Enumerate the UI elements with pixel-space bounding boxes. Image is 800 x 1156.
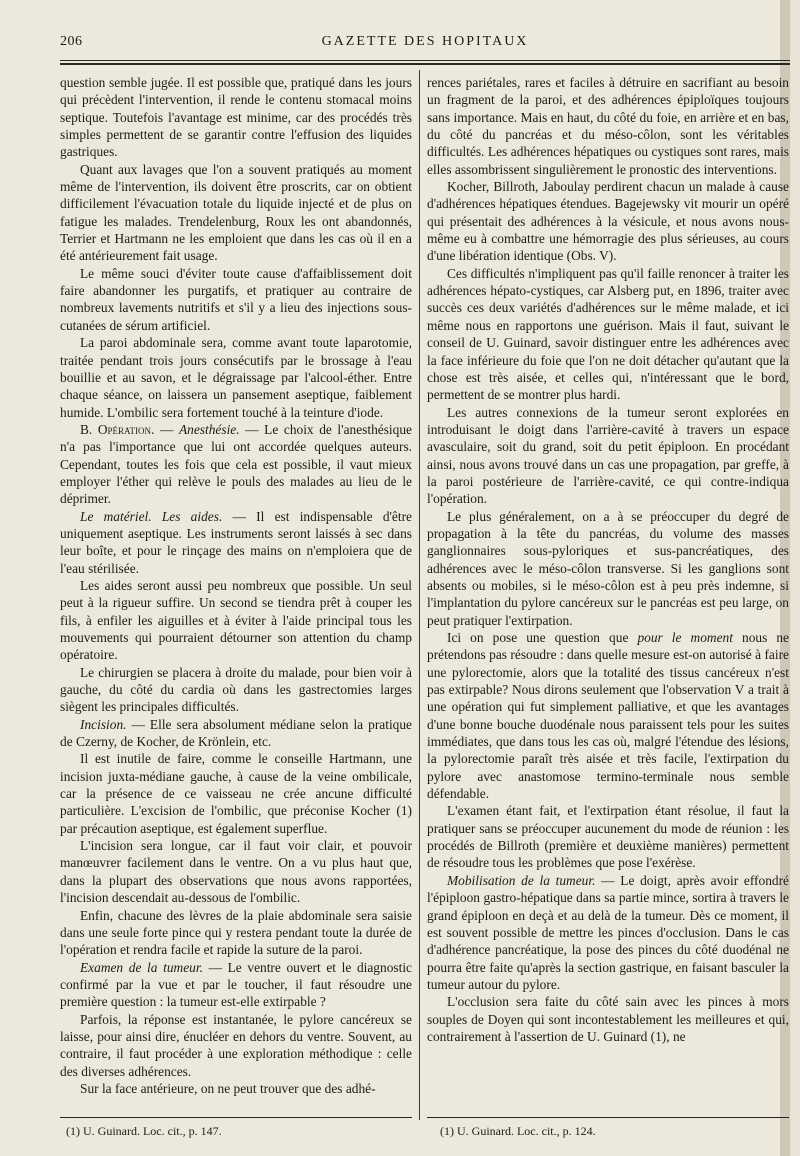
- paragraph: Enfin, chacune des lèvres de la plaie abdominale sera saisie dans une seule forte pince qui y restera pendant toute la durée de l'opération et rendra facile et rapide la suture de la paroi.: [60, 907, 412, 958]
- paragraph: Parfois, la réponse est instantanée, le pylore cancéreux se laisse, pour ainsi dire, énucléer en dehors du ventre. Souvent, au contraire, il faut procéder à une exploration méthodique : celle des diverses adhérences.: [60, 1011, 412, 1079]
- page-number: 206: [60, 34, 83, 49]
- paragraph: L'occlusion sera faite du côté sain avec les pinces à mors souples de Doyen qui sont incontestablement les meilleures et qui, contrairement à l'assertion de U. Guinard (1), ne: [427, 994, 789, 1044]
- paragraph: Quant aux lavages que l'on a souvent pratiqués au moment même de l'intervention, ils doivent être proscrits, car on obtient difficilement l'évacuation totale du liquide injecté et de plus on fatigue les malades. Trendelenburg, Roux les ont abandonnés, Terrier et Hartmann ne les emploient que dans les cas où il en a été antérieurement fait usage.: [60, 161, 412, 264]
- paragraph: [60, 959, 412, 1011]
- paragraph: [427, 629, 789, 802]
- paragraph: Kocher, Billroth, Jaboulay perdirent chacun un malade à cause d'adhérences hépatiques étendues. Bagejewsky vit mourir un opéré qui présentait des adhérences à la vésicule, et nous avons nous-même eu à combattre une hémorragie des plus sérieuses, au cours d'une libération identique (Obs. V).: [427, 179, 789, 264]
- footnote-rule: [60, 1117, 412, 1118]
- paragraph: rences pariétales, rares et faciles à détruire en sacrifiant au besoin un fragment de la paroi, et des adhérences épiploïques toujours sans importance. Mais en haut, du côté du foie, en arrière et en bas, du côté du pancréas et du méso-côlon, sont les véritables difficultés. Les adhérences hépatiques ou cystiques sont rares, mais elles assombrissent singulièrement le pronostic des interventions.: [427, 75, 789, 177]
- subsection-heading: Anesthésie.: [178, 421, 240, 437]
- paragraph: [60, 421, 412, 508]
- subsection-heading: Incision.: [80, 716, 127, 732]
- journal-title: GAZETTE DES HOPITAUX: [321, 34, 529, 49]
- paragraph: La paroi abdominale sera, comme avant toute laparotomie, traitée pendant trois jours consécutifs par le brossage à l'eau bouillie et au savon, et le dégraissage par l'alcool-éther. Entre chaque séance, on laissera un pansement aseptique, faiblement humide. L'ombilic sera fortement touché à la teinture d'iode.: [60, 335, 412, 420]
- paragraph-text: — Le ventre ouvert et le diagnostic confirmé par la vue et par le toucher, il faut résoudre une première question : la tumeur est-elle extirpable ?: [60, 959, 412, 1010]
- paragraph: Sur la face antérieure, on ne peut trouver que des adhé-: [80, 1080, 376, 1096]
- paragraph: Le même souci d'éviter toute cause d'affaiblissement doit faire abandonner les purgatifs, et pratiquer au contraire de nombreux lavements nutritifs et s'il y a lieu des injections sous-cutanées de sérum artificiel.: [60, 265, 412, 333]
- paragraph: Les aides seront aussi peu nombreux que possible. Un seul peut à la rigueur suffire. Un second se tiendra prêt à couper les fils, à enfiler les aiguilles et à éviter à l'aide principal tous les mouvements qui pourraient détourner son attention du champ opératoire.: [60, 577, 412, 663]
- emphasis: pour le moment: [637, 630, 733, 645]
- paragraph: Le plus généralement, on a à se préoccuper du degré de propagation à la tête du pancréas, du volume des masses ganglionnaires sous-pyloriques et sus-pancréatiques, des adhérences avec le méso-côlon transverse. Si les ganglions sont absents ou mobiles, si le méso-côlon est à peu près indemne, si l'implantation du pylore cancéreux sur le pancréas est peu large, on peut pratiquer l'extirpation.: [427, 508, 789, 628]
- header-rule-thick: [60, 63, 790, 65]
- footnote-left: (1) U. Guinard. Loc. cit., p. 147.: [66, 1124, 222, 1138]
- paragraph: L'incision sera longue, car il faut voir clair, et pouvoir manœuvrer facilement dans le ventre. On a vu plus haut que, dans la plupart des observations que nous avons rapportées, l'incision descendait au-dessous de l'ombilic.: [60, 838, 412, 906]
- paragraph-text: — Il est indispensable d'être uniquement aseptique. Les instruments seront laissés à sec dans leur boîte, et pour le rinçage des mains on n'emploiera que de l'eau stérilisée.: [60, 508, 412, 576]
- page-header: [60, 34, 790, 56]
- paragraph-text: — Elle sera absolument médiane selon la pratique de Czerny, de Kocher, de Krönlein, etc.: [60, 716, 412, 750]
- dash: —: [154, 421, 179, 437]
- paragraph: [60, 716, 412, 751]
- paragraph-text: Ici on pose une question que: [447, 630, 638, 645]
- subsection-heading: Examen de la tumeur.: [80, 959, 203, 975]
- paragraph: L'examen étant fait, et l'extirpation étant résolue, il faut la pratiquer sans se préoccuper aucunement du mode de réunion : les procédés de Billroth (première et deuxième manières) permettent de résoudre tous les problèmes que pose l'exérèse.: [427, 803, 789, 871]
- subsection-heading: Le matériel. Les aides.: [80, 508, 223, 524]
- footnote-right: (1) U. Guinard. Loc. cit., p. 124.: [440, 1124, 596, 1138]
- paragraph: Il est inutile de faire, comme le conseille Hartmann, une incision juxta-médiane gauche, à cause de la veine ombilicale, car la présence de ce vaisseau ne crée ancune difficulté particulière. L'excision de l'ombilic, que préconise Kocher (1) par précaution aseptique, est également superflue.: [60, 751, 412, 836]
- paragraph-text: nous ne prétendons pas résoudre : dans quelle mesure est-on autorisé à faire une pylorectomie, alors que la totalité des tissus cancéreux n'est pas extirpable? Nous dirons seulement que l'observation V a trait à une opération qui fut simplement palliative, et que les avantages d'une bonne bouche duodénale nous paraissent tels pour les suites immédiates, que dans tous les cas où, malgré l'étendue des lésions, la pylorectomie paraît très aisée et très facile, l'extirpation du pylore avec anastomose termino-terminale nous semble défendable.: [427, 630, 789, 802]
- paragraph: question semble jugée. Il est possible que, pratiqué dans les jours qui précèdent l'intervention, il rende le contenu stomacal moins septique. Toutefois l'avantage est minime, car des procédés très simples permettent de se garantir contre l'effusion des liquides gastriques.: [60, 75, 412, 160]
- paragraph: [427, 872, 789, 993]
- footnote-rule: [427, 1117, 789, 1118]
- paragraph: Le chirurgien se placera à droite du malade, pour bien voir à gauche, du côté du cardia où dans les gastrectomies larges siègent les principales difficultés.: [60, 664, 412, 715]
- header-rule-thin: [60, 60, 790, 61]
- right-column: [427, 74, 789, 1045]
- section-heading: B. Opération.: [80, 421, 155, 437]
- paragraph: Les autres connexions de la tumeur seront explorées en introduisant le doigt dans l'arrière-cavité à travers un espace avasculaire, soit du grand, soit du petit épiploon. En procédant ainsi, nous avons trouvé dans un cas une propagation, par greffe, à la paroi postérieure de l'arrière-cavité, ce qui contre-indiqua l'opération.: [427, 404, 789, 507]
- left-column: [60, 74, 412, 1097]
- paragraph-text: — Le doigt, après avoir effondré l'épiploon gastro-hépatique dans sa partie mince, sortira à travers le grand épiploon en deçà et au delà de la tumeur. Dès ce moment, il est souvent possible de mettre les pinces d'occlusion. Dans le cas d'adhérence pancréatique, la pose des pinces du côté duodénal ne pourra être faite qu'après la section gastrique, en faisant basculer la tumeur autour du pylore.: [427, 872, 789, 992]
- paragraph: [60, 508, 412, 577]
- subsection-heading: Mobilisation de la tumeur.: [447, 872, 596, 888]
- column-divider: [419, 70, 420, 1120]
- paragraph-text: — Le choix de l'anesthésique n'a pas l'importance que lui ont accordée quelques auteurs. Cependant, toutes les fois que cela est possible, il vaut mieux employer l'éther qui relève le pouls des malades au lieu de le déprimer.: [60, 421, 412, 507]
- paragraph: Ces difficultés n'impliquent pas qu'il faille renoncer à traiter les adhérences hépato-cystiques, car Alsberg put, en 1896, traiter avec succès ces deux variétés d'adhérences sur le même malade, et ici même nous en rapportons une guérison. Mais il faut, suivant le conseil de U. Guinard, savoir distinguer entre les adhérences avec la face inférieure du foie que l'on ne doit détacher qu'autant que la chose est très aisée, et celles qui, n'intéressant que le bord, permettent de se montrer plus hardi.: [427, 265, 789, 403]
